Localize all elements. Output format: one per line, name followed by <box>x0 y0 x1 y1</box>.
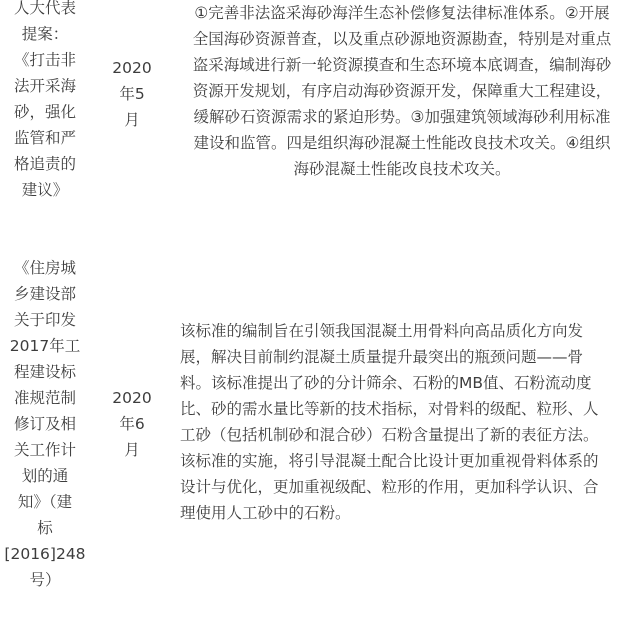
content-line: 料。该标准提出了砂的分计筛余、石粉的MB值、石粉流动度 <box>180 374 592 392</box>
table-row <box>0 0 640 215</box>
content-line: 资源开发规划，有序启动海砂资源开发，保障重大工程建设， <box>192 82 612 100</box>
policy-title-line: 监管和严 <box>13 129 76 147</box>
date-line: 月 <box>124 441 140 459</box>
policy-title-cell <box>4 255 86 593</box>
date-line: 月 <box>124 111 140 129</box>
content-line: 该标准的实施，将引导混凝土配合比设计更加重视骨料体系的 <box>180 452 599 470</box>
policy-title-line: 《打击非 <box>13 51 76 69</box>
policy-title-line: [2016]248 <box>4 545 86 563</box>
policy-title-line: 格追责的 <box>13 155 76 173</box>
date-line: 年5 <box>119 85 145 103</box>
content-line: 缓解砂石资源需求的紧迫形势。③加强建筑领域海砂利用标准 <box>193 108 611 126</box>
policy-title-line: 标 <box>37 519 53 537</box>
content-line: 全国海砂资源普查，以及重点砂源地资源勘查，特别是对重点 <box>192 30 612 48</box>
date-line: 2020 <box>112 389 152 407</box>
content-line: 盗采海域进行新一轮资源摸查和生态环境本底调查，编制海砂 <box>192 56 612 74</box>
content-line: 展，解决目前制约混凝土质量提升最突出的瓶颈问题——骨 <box>180 348 584 366</box>
policy-title-line: 关工作计 <box>13 441 76 459</box>
policy-title-line: 提案： <box>21 25 69 43</box>
date-line: 2020 <box>112 59 152 77</box>
policy-title-line: 砂，强化 <box>13 103 76 121</box>
policy-title-line: 关于印发 <box>13 311 76 329</box>
content-line: 设计与优化，更加重视级配、粒形的作用，更加科学认识、合 <box>180 478 599 496</box>
policy-title-line: 修订及相 <box>13 415 76 433</box>
policy-title-cell <box>4 0 86 203</box>
policy-title-line: 准规范制 <box>13 389 76 407</box>
date-cell <box>100 385 164 463</box>
content-line: 海砂混凝土性能改良技术攻关。 <box>293 160 511 178</box>
policy-title-line: 乡建设部 <box>13 285 76 303</box>
content-line: 理使用人工砂中的石粉。 <box>180 504 351 522</box>
date-cell <box>100 55 164 133</box>
policy-title-line: 人大代表 <box>13 0 76 17</box>
content-line: 比、砂的需水量比等新的技术指标，对骨料的级配、粒形、人 <box>180 400 599 418</box>
content-line: 工砂（包括机制砂和混合砂）石粉含量提出了新的表征方法。 <box>180 426 599 444</box>
content-cell <box>184 0 620 182</box>
content-line: ①完善非法盗采海砂海洋生态补偿修复法律标准体系。②开展 <box>194 4 610 22</box>
policy-title-line: 划的通 <box>21 467 69 485</box>
table-row <box>0 255 640 627</box>
policy-title-line: 法开采海 <box>13 77 76 95</box>
policy-title-line: 程建设标 <box>13 363 76 381</box>
policy-title-line: 建议》 <box>21 181 69 199</box>
date-line: 年6 <box>119 415 145 433</box>
content-line: 该标准的编制旨在引领我国混凝土用骨料向高品质化方向发 <box>180 322 584 340</box>
content-line: 建设和监管。四是组织海砂混凝土性能改良技术攻关。④组织 <box>193 134 611 152</box>
policy-title-line: 《住房城 <box>13 259 76 277</box>
policy-title-line: 知》（建 <box>17 493 73 511</box>
policy-title-line: 号） <box>29 571 61 589</box>
policy-title-line: 2017年工 <box>9 337 81 355</box>
content-cell <box>180 318 620 526</box>
